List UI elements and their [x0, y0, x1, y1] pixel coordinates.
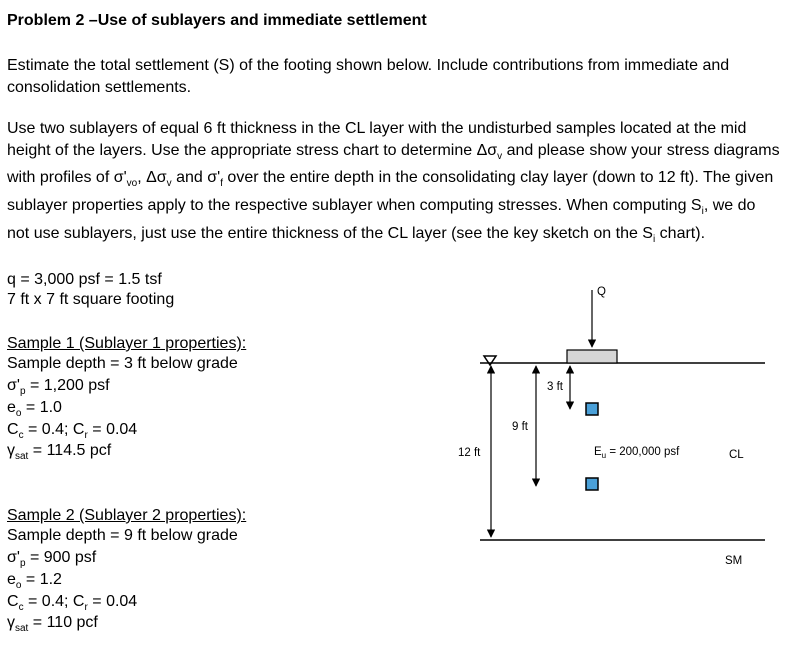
- sample2-void-ratio: $e_o = 1.2$: [7, 571, 62, 592]
- sample1-unit-weight: $\gamma_{sat} = 114.5$ pcf: [7, 442, 112, 463]
- sample2-depth: Sample depth = 9 ft below grade: [7, 527, 238, 544]
- load-label: Q: [597, 286, 606, 298]
- sample1-heading: Sample 1 (Sublayer 1 properties):: [7, 335, 247, 352]
- sample1-preconsolidation: $\sigma'_p = 1,200$ psf: [7, 377, 110, 398]
- layer-cl-label: CL: [729, 449, 744, 461]
- instructions-paragraph: Use two sublayers of equal 6 ft thickness in the CL layer with the undisturbed samples located at the mid height of the layers. Use the appropriate stress chart to determine $\Delta\sigma_v$ and please show your stress diagrams with profiles of $\sigma'_{vo}$, $\Delta\sigma_v$ and $\sigma'_f$ over the entire depth in the consolidating clay layer (down to 12 ft). The given sublayer properties apply to the respective sublayer when computing stresses. When computing $S_i$, we do not use sublayers, just use the entire thickness of the CL layer (see the key sketch on the $S_i$ chart).: [7, 120, 780, 245]
- undrained-modulus-label: $E_u = 200,000$ psf: [594, 446, 680, 460]
- footing: [567, 350, 617, 363]
- sample2-unit-weight: $\gamma_{sat} = 110$ pcf: [7, 614, 98, 635]
- sample1-void-ratio: $e_o = 1.0$: [7, 399, 62, 420]
- problem-title: Problem 2 –Use of sublayers and immediate settlement: [7, 12, 427, 29]
- sample1-depth: Sample depth = 3 ft below grade: [7, 355, 238, 372]
- footing-size: 7 ft x 7 ft square footing: [7, 291, 175, 308]
- load-q: q = 3,000 psf = 1.5 tsf: [7, 271, 162, 288]
- intro-paragraph: Estimate the total settlement (S) of the footing shown below. Include contributions from immediate and consolidation settlements.: [7, 57, 730, 96]
- sample1-compression-indices: $C_c = 0.4$; $C_r = 0.04$: [7, 421, 138, 442]
- sample1-marker: [586, 403, 598, 415]
- layer-sm-label: SM: [725, 555, 743, 567]
- sample2-heading: Sample 2 (Sublayer 2 properties):: [7, 507, 247, 524]
- sample2-marker: [586, 478, 598, 490]
- dimension-12ft-label: 12 ft: [458, 447, 481, 459]
- sample2-preconsolidation: $\sigma'_p = 900$ psf: [7, 549, 97, 570]
- sample2-compression-indices: $C_c = 0.4$; $C_r = 0.04$: [7, 593, 138, 614]
- dimension-3ft-label: 3 ft: [547, 381, 563, 393]
- dimension-9ft-label: 9 ft: [512, 421, 528, 433]
